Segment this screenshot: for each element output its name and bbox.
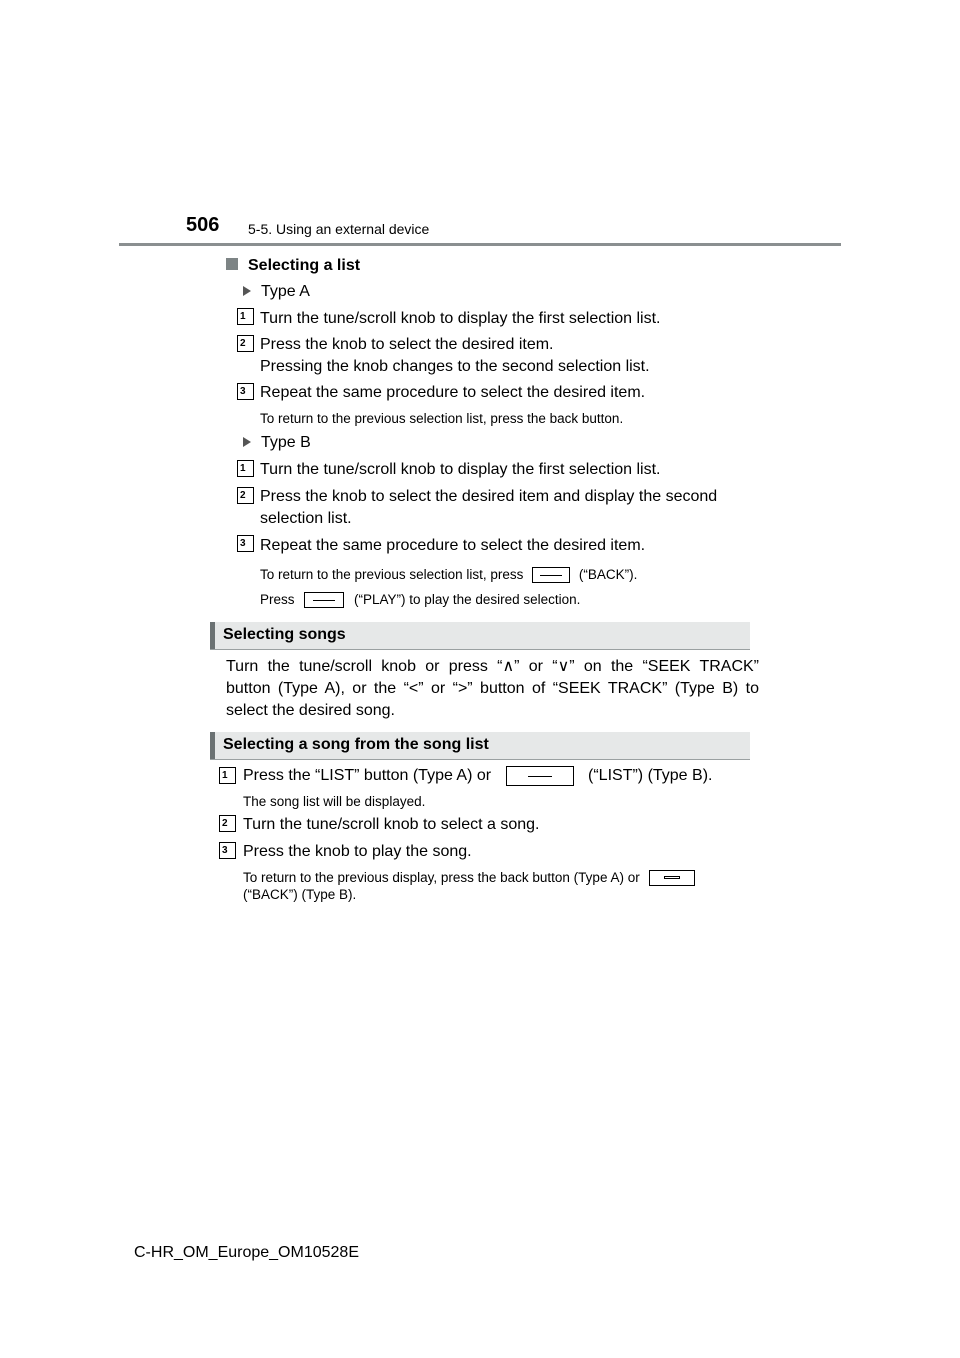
step-number-icon: 1 bbox=[219, 767, 236, 784]
step-text-part: Press the “LIST” button (Type A) or bbox=[243, 767, 492, 784]
note-text: (“BACK”) (Type B). bbox=[243, 887, 357, 902]
type-b-text: Type B bbox=[261, 434, 311, 451]
note-text: (“BACK”). bbox=[578, 567, 638, 582]
step-text: Turn the tune/scroll knob to display the first selection list. bbox=[260, 310, 661, 327]
note-text: To return to the previous display, press the back button (Type A) or bbox=[243, 870, 640, 885]
type-b-label bbox=[243, 432, 311, 453]
section-bar-selecting-songs bbox=[210, 622, 750, 650]
header-rule bbox=[119, 243, 841, 246]
step-text: Press the knob to play the song. bbox=[243, 843, 472, 860]
step-text-continued: Pressing the knob changes to the second selection list. bbox=[260, 358, 650, 375]
subheading-selecting-list bbox=[226, 255, 360, 276]
triangle-bullet-icon bbox=[243, 286, 251, 296]
step-text-continued: selection list. bbox=[260, 510, 352, 527]
step-text: Press the knob to select the desired item and display the second bbox=[260, 488, 718, 505]
step-number-icon: 3 bbox=[237, 383, 254, 400]
section-title: 5-5. Using an external device bbox=[248, 221, 430, 237]
type-a-text: Type A bbox=[261, 283, 310, 300]
step-text: Press the knob to select the desired item. bbox=[260, 336, 554, 353]
note-text: The song list will be displayed. bbox=[243, 794, 426, 809]
paragraph-line: button (Type A), or the “<” or “>” button of “SEEK TRACK” (Type B) to bbox=[226, 680, 759, 697]
section-bar-song-list bbox=[210, 732, 750, 760]
subheading-text: Selecting a list bbox=[248, 257, 361, 274]
note-text: Press bbox=[260, 592, 295, 607]
step-number-icon: 1 bbox=[237, 460, 254, 477]
step-number-icon: 3 bbox=[237, 535, 254, 552]
step-text-part: (“LIST”) (Type B). bbox=[588, 767, 713, 784]
back-button-icon bbox=[532, 567, 570, 583]
note-back bbox=[260, 566, 637, 584]
square-bullet-icon bbox=[226, 258, 238, 270]
step-text: Repeat the same procedure to select the desired item. bbox=[260, 384, 646, 401]
step-text: Turn the tune/scroll knob to display the first selection list. bbox=[260, 461, 661, 478]
type-a-label bbox=[243, 281, 310, 302]
note-text: (“PLAY”) to play the desired selection. bbox=[354, 592, 581, 607]
section-bar-title: Selecting a song from the song list bbox=[223, 736, 489, 753]
play-button-icon bbox=[304, 592, 344, 608]
step-number-icon: 3 bbox=[219, 842, 236, 859]
step-text: Turn the tune/scroll knob to select a song. bbox=[243, 816, 540, 833]
note-back-display bbox=[243, 869, 695, 887]
paragraph-line: select the desired song. bbox=[226, 702, 395, 719]
step-text bbox=[243, 765, 712, 786]
back-button-icon bbox=[649, 870, 695, 886]
step-number-icon: 2 bbox=[219, 815, 236, 832]
document-id: C-HR_OM_Europe_OM10528E bbox=[134, 1244, 359, 1261]
note-text: To return to the previous selection list, press the back button. bbox=[260, 411, 624, 426]
step-number-icon: 2 bbox=[237, 335, 254, 352]
step-number-icon: 1 bbox=[237, 308, 254, 325]
triangle-bullet-icon bbox=[243, 437, 251, 447]
section-bar-title: Selecting songs bbox=[223, 626, 346, 643]
note-play bbox=[260, 591, 580, 609]
note-text: To return to the previous selection list, press bbox=[260, 567, 524, 582]
page-number: 506 bbox=[186, 214, 220, 236]
step-number-icon: 2 bbox=[237, 487, 254, 504]
step-text: Repeat the same procedure to select the desired item. bbox=[260, 537, 646, 554]
paragraph-line: Turn the tune/scroll knob or press “∧” or “∨” on the “SEEK TRACK” bbox=[226, 658, 759, 675]
list-button-icon bbox=[506, 766, 574, 786]
